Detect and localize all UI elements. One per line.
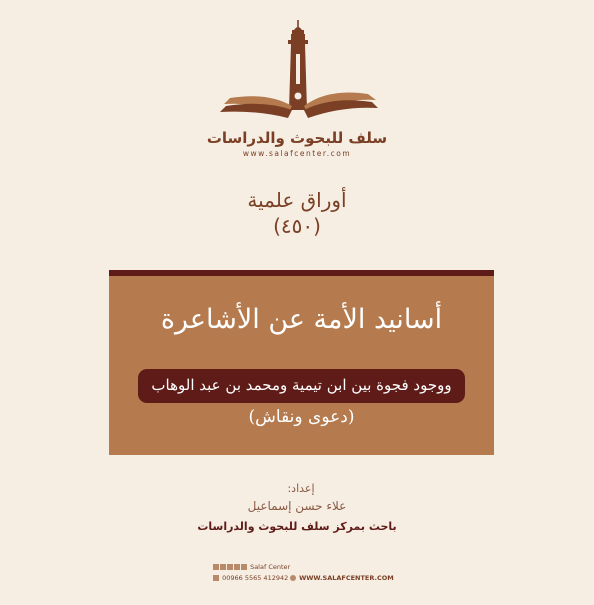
series-label: أوراق علمية — [247, 188, 347, 212]
phone-row — [213, 574, 288, 582]
subtitle-second-line: (دعوى ونقاش) — [248, 407, 355, 427]
main-title: أسانيد الأمة عن الأشاعرة — [160, 304, 443, 335]
social-icons — [234, 564, 240, 570]
social-icons — [213, 564, 219, 570]
prepared-by-label: إعداد: — [287, 482, 315, 495]
website-link[interactable]: WWW.SALAFCENTER.COM — [299, 574, 394, 582]
publisher-name: سلف للبحوث والدراسات — [206, 129, 388, 147]
publisher-logo — [200, 18, 394, 158]
author-affiliation: باحث بمركز سلف للبحوث والدراسات — [197, 520, 397, 533]
social-icons — [220, 564, 226, 570]
phone-number: 00966 5565 412942 — [222, 574, 289, 582]
publisher-website: www.salafcenter.com — [242, 149, 352, 158]
phone-icon — [213, 575, 219, 581]
subtitle-box — [138, 369, 465, 403]
website-row[interactable] — [290, 574, 394, 582]
title-band — [109, 276, 494, 455]
social-icons — [227, 564, 233, 570]
social-name: Salaf Center — [250, 563, 291, 571]
author-name: علاء حسن إسماعيل — [247, 499, 347, 513]
minaret-book-logo-icon — [200, 18, 394, 130]
series-number: (٤٥٠) — [273, 214, 321, 238]
globe-icon — [290, 575, 296, 581]
subtitle: ووجود فجوة بين ابن تيمية ومحمد بن عبد الوهاب — [151, 376, 452, 394]
social-row — [213, 563, 290, 571]
footer-contacts — [213, 563, 413, 583]
social-icons — [241, 564, 247, 570]
